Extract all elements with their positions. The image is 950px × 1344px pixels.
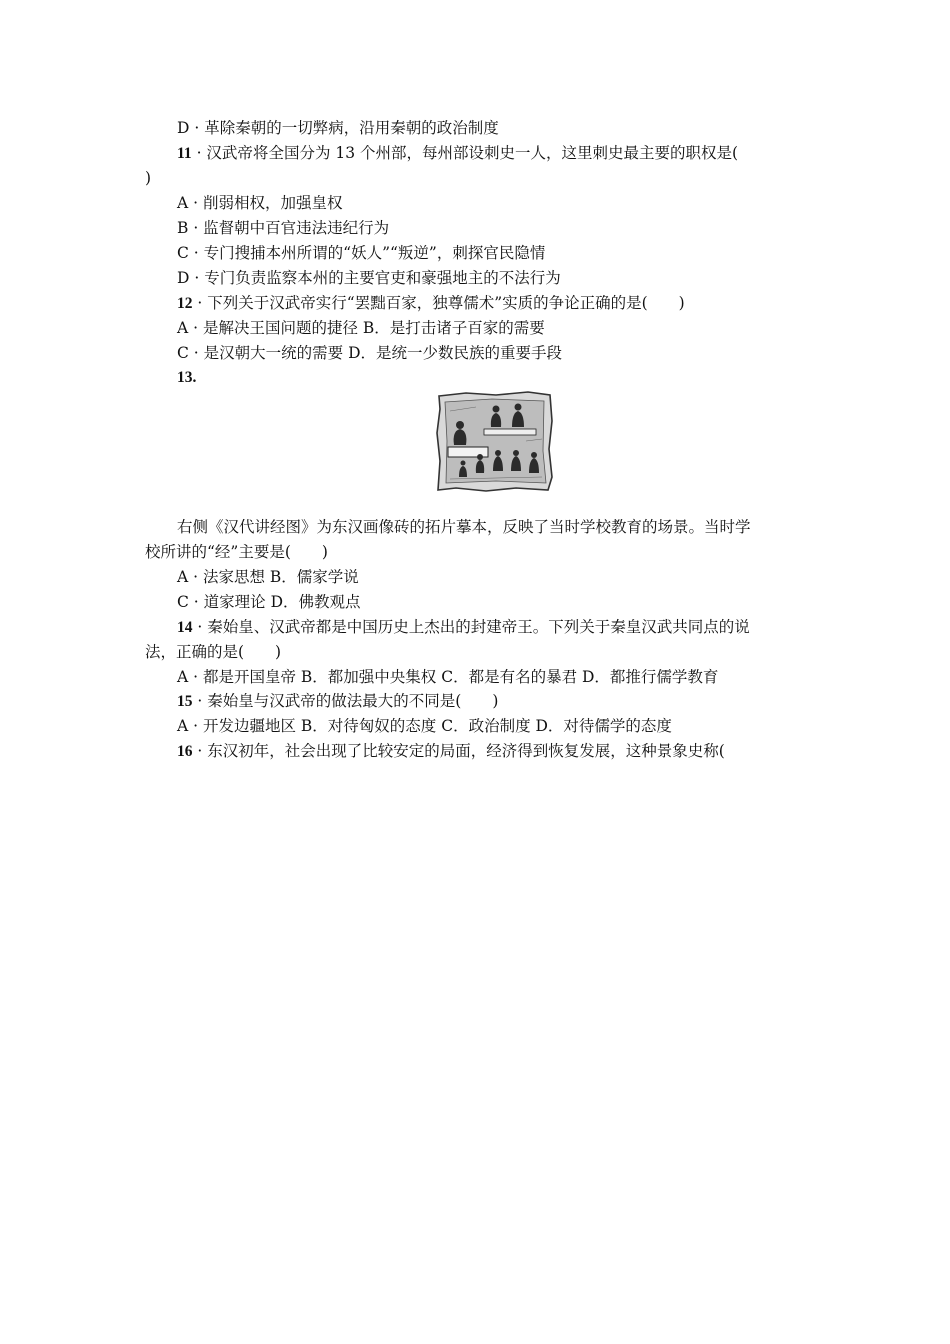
- q15-options: A · 开发边疆地区 B．对待匈奴的态度 C．政治制度 D．对待儒学的态度: [177, 717, 672, 735]
- question-text: · 东汉初年，社会出现了比较安定的局面，经济得到恢复发展，这种景象史称(: [192, 742, 725, 760]
- q12-options-ab: A · 是解决王国问题的捷径 B．是打击诸子百家的需要: [177, 319, 545, 337]
- q14-stem: [177, 616, 750, 639]
- q12-stem: [177, 292, 685, 315]
- question-text: · 下列关于汉武帝实行“罢黜百家，独尊儒术”实质的争论正确的是( ): [192, 294, 685, 312]
- question-number: 14: [177, 619, 193, 636]
- q13-stem-text: 右侧《汉代讲经图》为东汉画像砖的拓片摹本，反映了当时学校教育的场景。当时学: [177, 518, 751, 536]
- question-number: 13.: [177, 369, 197, 386]
- q13-stem-continued: 校所讲的“经”主要是( ): [145, 543, 328, 561]
- q13-options-ab: A · 法家思想 B．儒家学说: [177, 568, 359, 586]
- q11-option-a: A · 削弱相权，加强皇权: [177, 194, 343, 212]
- q11-stem: [177, 142, 738, 165]
- q11-stem-continued: ): [145, 169, 152, 187]
- q11-option-c: C · 专门搜捕本州所谓的“妖人”“叛逆”，刺探官民隐情: [177, 244, 546, 262]
- question-text: · 汉武帝将全国分为 13 个州部，每州部设刺史一人，这里刺史最主要的职权是(: [191, 144, 739, 162]
- q14-options: A · 都是开国皇帝 B．都加强中央集权 C．都是有名的暴君 D．都推行儒学教育: [177, 668, 719, 686]
- q12-options-cd: C · 是汉朝大一统的需要 D．是统一少数民族的重要手段: [177, 344, 562, 362]
- q11-option-d: D · 专门负责监察本州的主要官吏和豪强地主的不法行为: [177, 269, 561, 287]
- han-lecture-rubbing-image: [436, 391, 553, 492]
- q14-stem-continued: 法，正确的是( ): [145, 643, 282, 661]
- q11-option-b: B · 监督朝中百官违法违纪行为: [177, 219, 390, 237]
- q13-options-cd: C · 道家理论 D．佛教观点: [177, 593, 361, 611]
- question-number: 12: [177, 295, 193, 312]
- q10-option-d: D · 革除秦朝的一切弊病，沿用秦朝的政治制度: [177, 119, 499, 137]
- question-text: · 秦始皇、汉武帝都是中国历史上杰出的封建帝王。下列关于秦皇汉武共同点的说: [192, 618, 750, 636]
- q16-stem: [177, 740, 725, 763]
- question-number: 11: [177, 145, 192, 162]
- question-number: 15: [177, 693, 193, 710]
- question-number: 16: [177, 743, 193, 760]
- question-text: · 秦始皇与汉武帝的做法最大的不同是( ): [192, 692, 499, 710]
- q15-stem: [177, 690, 498, 713]
- q13-stem: [177, 366, 196, 389]
